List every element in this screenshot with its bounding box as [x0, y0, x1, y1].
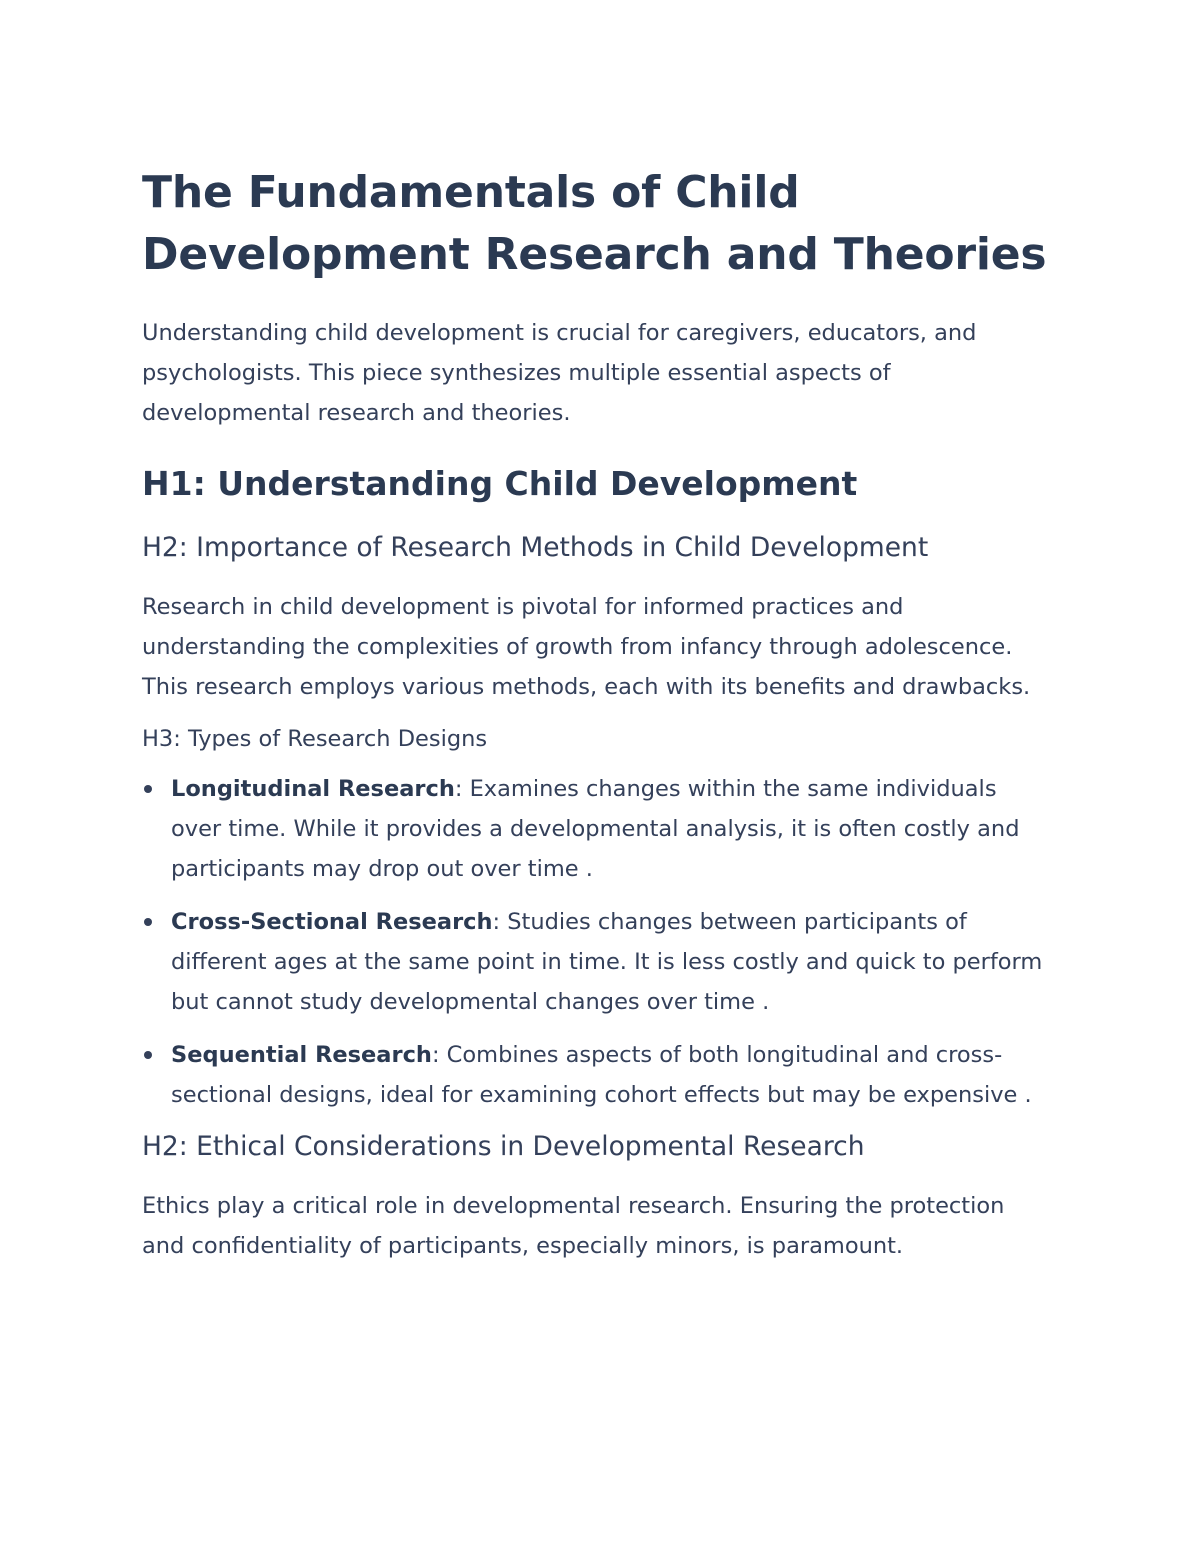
heading-h2-ethical-considerations: H2: Ethical Considerations in Developmental Research — [142, 1131, 865, 1162]
list-item-sequential — [142, 1035, 1052, 1115]
list-item-cross-sectional — [142, 902, 1052, 1022]
document-title: The Fundamentals of Child Development Research and Theories — [142, 167, 1047, 280]
list-item-term: Sequential Research — [171, 1042, 432, 1068]
list-item-term: Cross-Sectional Research — [171, 909, 493, 935]
document-page — [142, 162, 1052, 1266]
heading-h2-research-methods: H2: Importance of Research Methods in Child Development — [142, 532, 929, 563]
list-item-text: : Studies changes between participants of different ages at the same point in time. It is less costly and quick to perform but cannot study developmental changes over time . — [171, 909, 1043, 1015]
list-item-text: : Examines changes within the same individuals over time. While it provides a developmental analysis, it is often costly and participants may drop out over time . — [171, 776, 1020, 882]
bullet-icon — [144, 918, 152, 926]
heading-h3-research-designs: H3: Types of Research Designs — [142, 726, 488, 752]
list-item-longitudinal — [142, 769, 1052, 889]
intro-paragraph: Understanding child development is crucial for caregivers, educators, and psychologists. This piece synthesizes multiple essential aspects of developmental research and theories. — [142, 320, 977, 426]
research-designs-list — [142, 769, 1052, 1115]
ethics-paragraph: Ethics play a critical role in developmental research. Ensuring the protection and confidentiality of participants, especially minors, is paramount. — [142, 1193, 1005, 1259]
heading-h1-understanding: H1: Understanding Child Development — [142, 464, 858, 503]
list-item-text: : Combines aspects of both longitudinal and cross-sectional designs, ideal for examining cohort effects but may be expensive . — [171, 1042, 1032, 1108]
list-item-term: Longitudinal Research — [171, 776, 455, 802]
research-paragraph: Research in child development is pivotal for informed practices and understanding the complexities of growth from infancy through adolescence. This research employs various methods, each with its benefits and drawbacks. — [142, 594, 1031, 700]
bullet-icon — [144, 1051, 152, 1059]
bullet-icon — [144, 785, 152, 793]
